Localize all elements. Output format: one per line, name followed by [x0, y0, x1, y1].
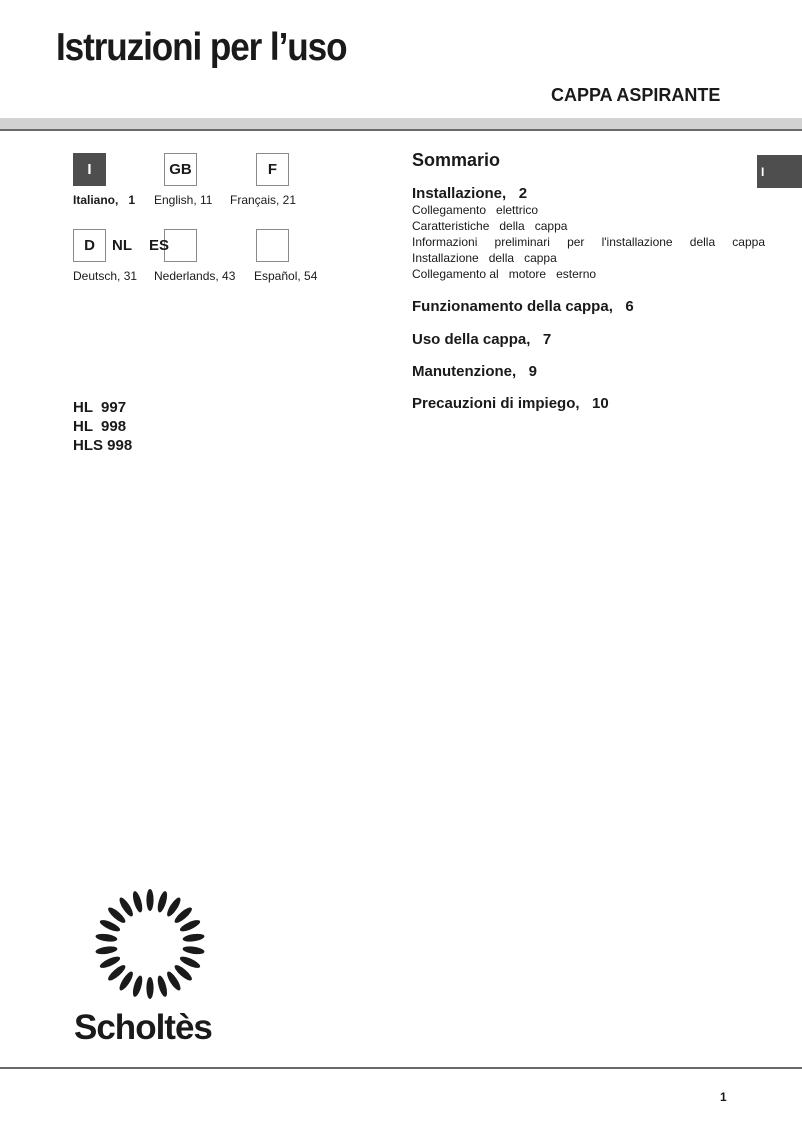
language-code: F: [267, 161, 278, 178]
model-list: [73, 398, 132, 455]
brand-name: Scholtès: [74, 1008, 212, 1047]
language-tab-italiano[interactable]: [73, 153, 106, 186]
toc-section-precauzioni[interactable]: Precauzioni di impiego, 10: [412, 395, 609, 412]
header-rule: [0, 129, 802, 131]
language-tab-deutsch[interactable]: [73, 229, 106, 262]
model-item: HL 997: [73, 399, 127, 416]
model-item: HL 998: [73, 418, 127, 435]
toc-section-manutenzione[interactable]: Manutenzione, 9: [412, 363, 538, 380]
language-label-espanol[interactable]: Español, 54: [254, 269, 318, 283]
model-item: HLS 998: [73, 437, 133, 454]
toc-item[interactable]: Collegamento al motore esterno: [412, 267, 597, 281]
language-tab-francais[interactable]: [256, 153, 289, 186]
toc-item[interactable]: Installazione della cappa: [412, 251, 557, 265]
toc-item[interactable]: Informazioni preliminari per l'installazione della cappa: [412, 235, 765, 249]
language-tab-espanol[interactable]: [256, 229, 289, 262]
language-label-francais[interactable]: Français, 21: [230, 193, 297, 207]
language-label-english[interactable]: English, 11: [154, 193, 213, 207]
product-subtitle: CAPPA ASPIRANTE: [551, 85, 721, 105]
sun-logo-icon: [90, 885, 210, 1003]
toc-item[interactable]: Collegamento elettrico: [412, 203, 539, 217]
toc-section-funzionamento[interactable]: Funzionamento della cappa, 6: [412, 298, 634, 315]
page-title: Istruzioni per l’uso: [56, 26, 347, 69]
toc-section-uso[interactable]: Uso della cappa, 7: [412, 331, 552, 348]
language-tab-english[interactable]: [164, 153, 197, 186]
language-label-italiano[interactable]: Italiano, 1: [73, 193, 136, 207]
language-label-nederlands[interactable]: Nederlands, 43: [154, 269, 236, 283]
toc-sublist-installazione: [412, 202, 765, 282]
language-code: I: [87, 161, 92, 178]
header-band: [0, 118, 802, 129]
toc-title: Sommario: [412, 150, 501, 170]
side-language-tab[interactable]: [757, 155, 802, 188]
toc-section-installazione[interactable]: Installazione, 2: [412, 185, 528, 202]
language-code-es: ES: [149, 237, 170, 254]
language-label-deutsch[interactable]: Deutsch, 31: [73, 269, 138, 283]
toc-item[interactable]: Caratteristiche della cappa: [412, 219, 568, 233]
language-code-nl: NL: [112, 237, 132, 254]
language-code: GB: [169, 161, 192, 178]
page-number: 1: [720, 1090, 727, 1104]
footer-rule: [0, 1067, 802, 1069]
language-code: D: [84, 237, 95, 254]
side-tab-label: I: [761, 164, 765, 179]
